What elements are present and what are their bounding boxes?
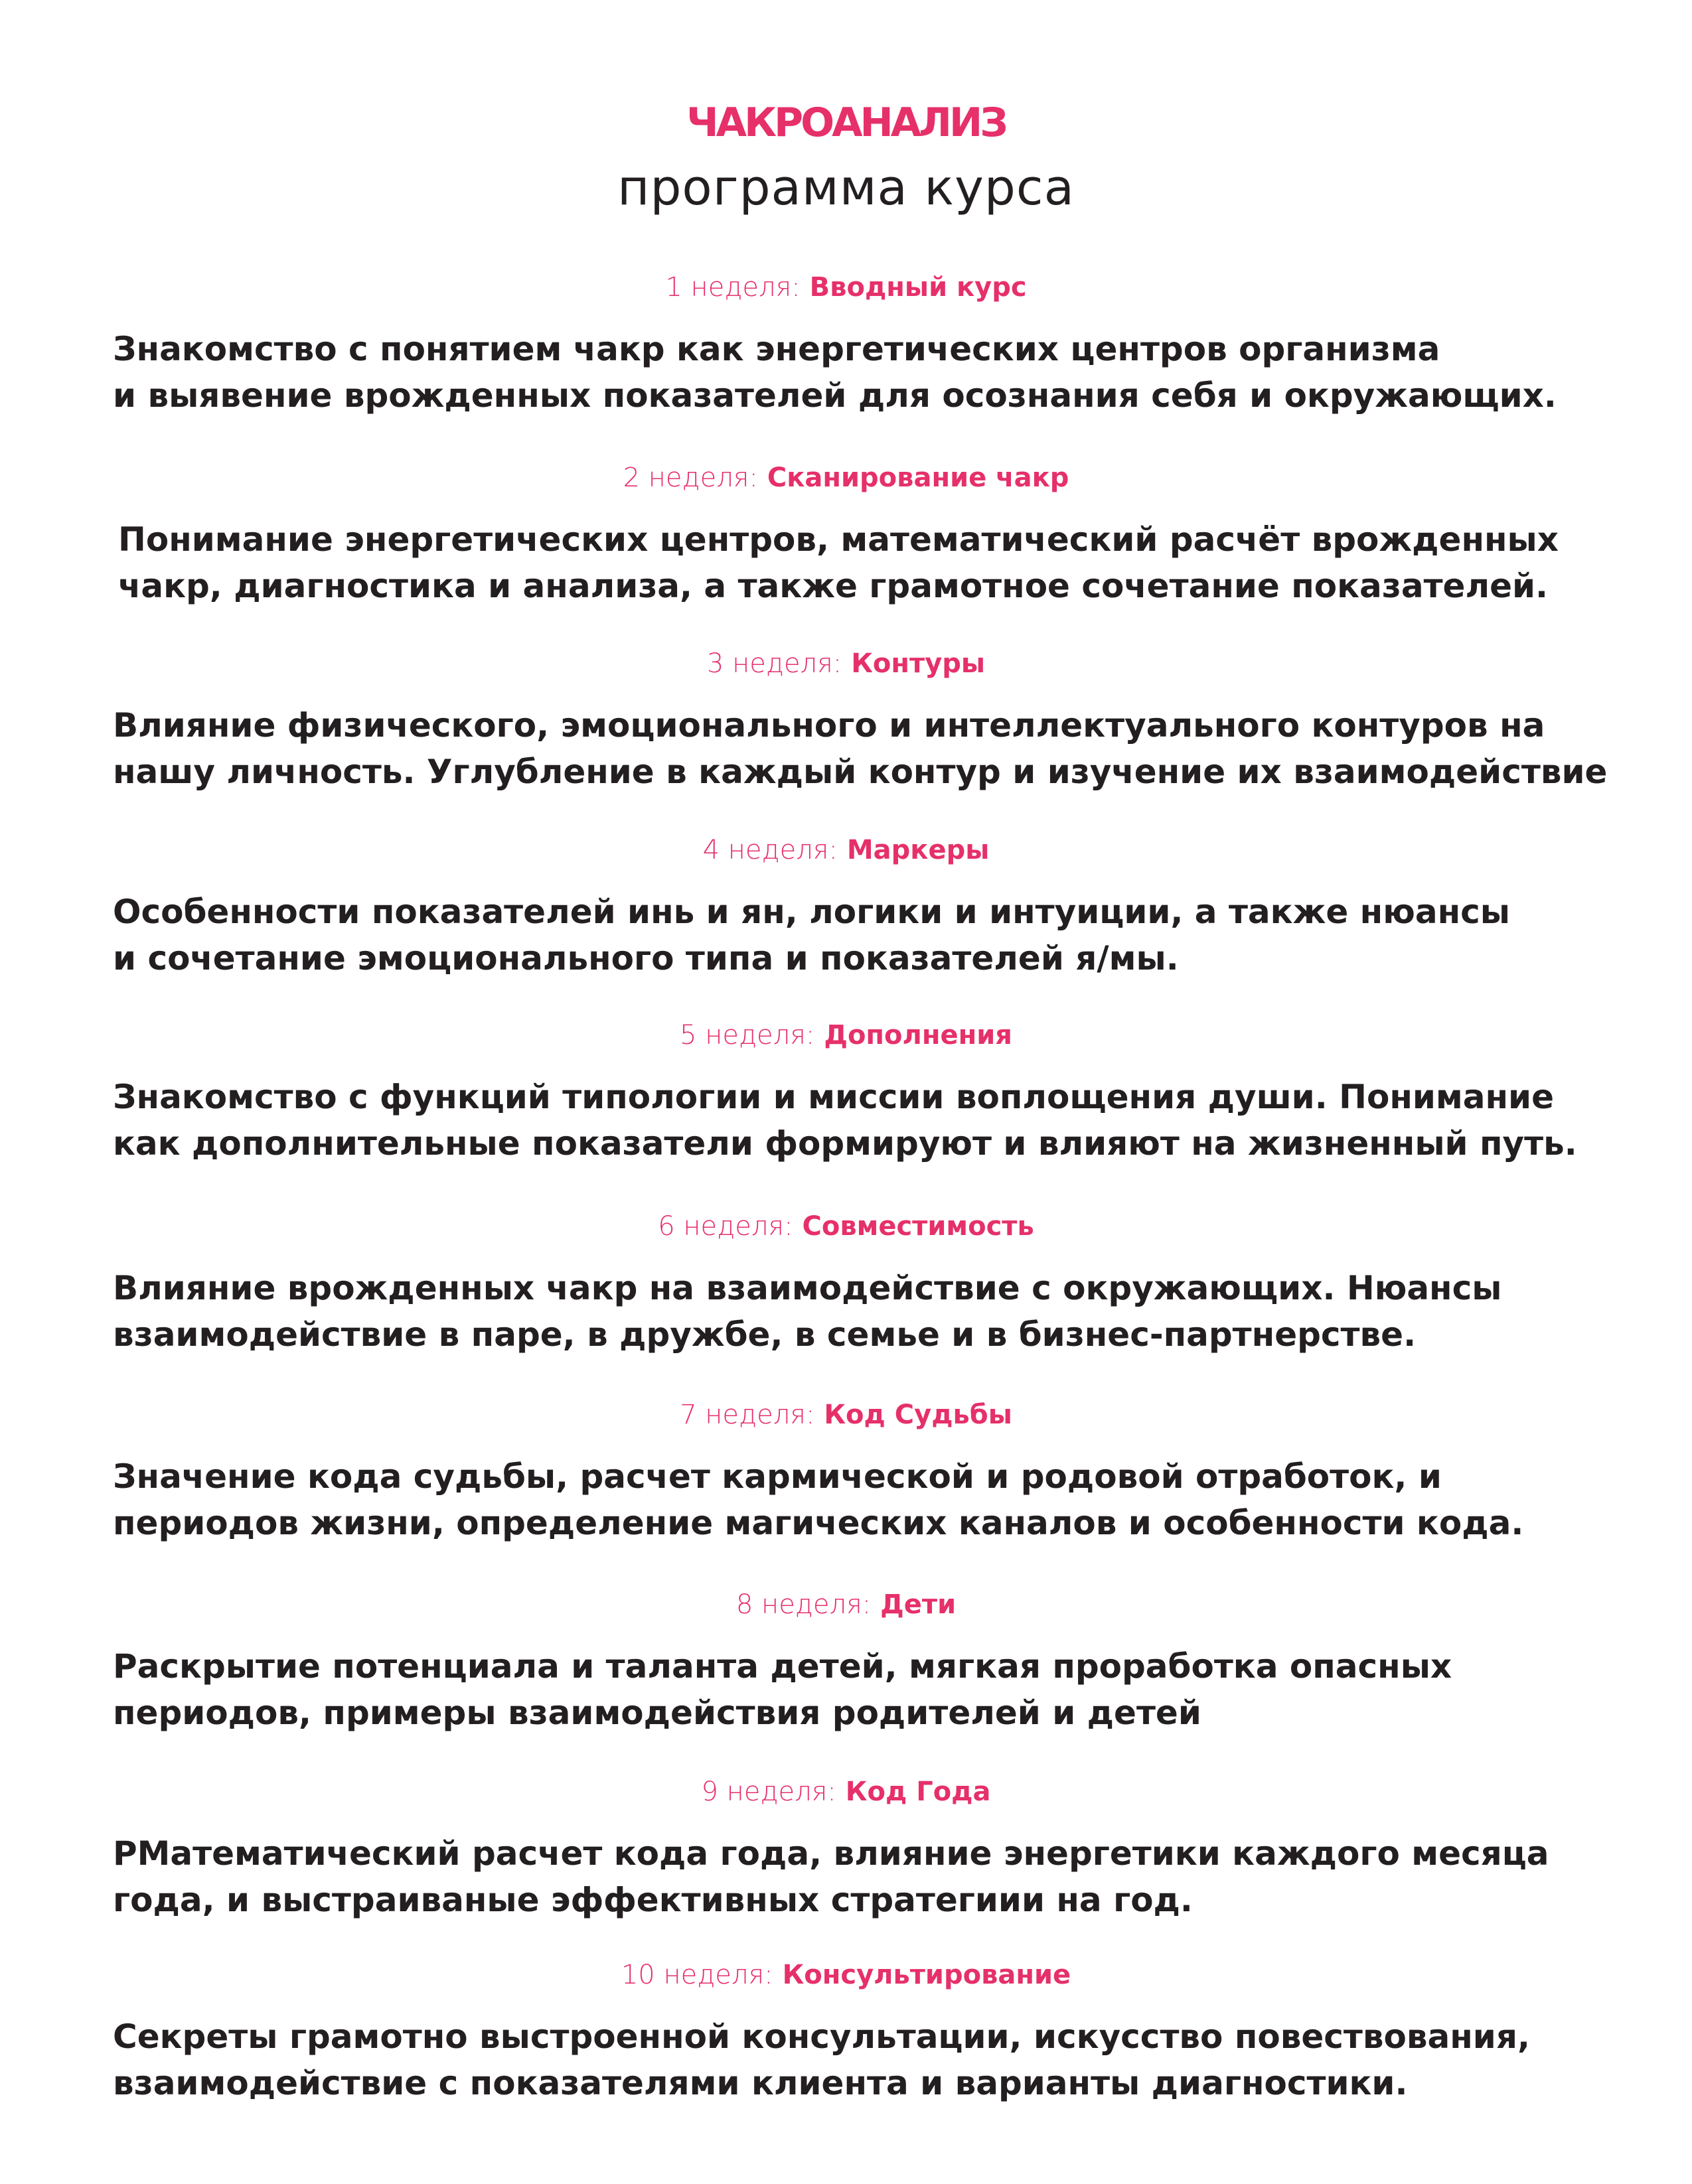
week-number: 2 неделя: <box>623 463 758 493</box>
week-title: Совместимость <box>802 1211 1034 1242</box>
description-line: взаимодействие с показателями клиента и варианты диагностики. <box>113 2064 1408 2102</box>
week-number: 6 неделя: <box>658 1211 793 1242</box>
week-heading <box>0 1760 1692 1824</box>
week-heading <box>0 446 1692 510</box>
description-line: РМатематический расчет кода года, влияние энергетики каждого месяца <box>113 1834 1549 1873</box>
week-title: Дети <box>880 1589 957 1620</box>
week-description <box>118 516 1559 609</box>
description-line: чакр, диагностика и анализа, а также грамотное сочетание показателей. <box>118 567 1549 605</box>
week-section <box>0 1383 1692 1542</box>
description-line: Секреты грамотно выстроенной консультации, искусство повествования, <box>113 2017 1530 2056</box>
week-number: 9 неделя: <box>701 1777 836 1807</box>
description-line: Особенности показателей инь и ян, логики и интуиции, а также нюансы <box>113 893 1510 931</box>
week-title: Маркеры <box>846 835 990 865</box>
week-section <box>0 1943 1692 2102</box>
week-description <box>113 2013 1530 2106</box>
week-description <box>113 1453 1523 1546</box>
description-line: и сочетание эмоционального типа и показателей я/мы. <box>113 939 1179 978</box>
week-number: 4 неделя: <box>702 835 838 865</box>
week-heading <box>0 1003 1692 1067</box>
description-line: Влияние физического, эмоционального и интеллектуального контуров на <box>113 706 1545 745</box>
week-description <box>113 702 1607 795</box>
description-line: Влияние врожденных чакр на взаимодействие с окружающих. Нюансы <box>113 1269 1502 1307</box>
week-heading <box>0 255 1692 319</box>
week-title: Сканирование чакр <box>767 463 1069 493</box>
description-line: Понимание энергетических центров, математический расчёт врожденных <box>118 520 1559 559</box>
week-title: Код Года <box>845 1777 991 1807</box>
week-heading <box>0 818 1692 882</box>
description-line: Раскрытие потенциала и таланта детей, мягкая проработка опасных <box>113 1647 1452 1686</box>
week-description <box>113 1265 1501 1358</box>
description-line: Значение кода судьбы, расчет кармической и родовой отработок, и <box>113 1457 1442 1496</box>
week-number: 7 неделя: <box>680 1400 815 1430</box>
week-section <box>0 1573 1692 1732</box>
description-line: периодов жизни, определение магических каналов и особенности кода. <box>113 1504 1524 1542</box>
week-section <box>0 1760 1692 1919</box>
week-description <box>113 1074 1577 1167</box>
week-description <box>113 889 1510 982</box>
week-title: Дополнения <box>824 1020 1012 1051</box>
week-heading <box>0 1383 1692 1447</box>
week-number: 5 неделя: <box>680 1020 815 1051</box>
page-title: ЧАКРОАНАЛИЗ <box>686 100 1006 146</box>
description-line: взаимодействие в паре, в дружбе, в семье и в бизнес-партнерстве. <box>113 1315 1417 1354</box>
description-line: нашу личность. Углубление в каждый контур и изучение их взаимодействие <box>113 753 1608 791</box>
description-line: Знакомство с функций типологии и миссии воплощения души. Понимание <box>113 1078 1554 1116</box>
week-section <box>0 632 1692 791</box>
week-section <box>0 1195 1692 1354</box>
week-title: Консультирование <box>782 1960 1071 1990</box>
week-heading <box>0 1943 1692 2007</box>
description-line: и выявение врожденных показателей для осознания себя и окружающих. <box>113 376 1557 415</box>
week-number: 10 неделя: <box>621 1960 773 1990</box>
week-heading <box>0 1573 1692 1637</box>
description-line: периодов, примеры взаимодействия родителей и детей <box>113 1694 1201 1732</box>
week-description <box>113 1643 1452 1736</box>
week-section <box>0 255 1692 415</box>
week-title: Код Судьбы <box>824 1400 1012 1430</box>
description-line: года, и выстраиваные эффективных стратегиии на год. <box>113 1881 1193 1919</box>
week-description <box>113 326 1557 419</box>
week-section <box>0 446 1692 605</box>
week-title: Контуры <box>851 648 986 679</box>
week-number: 8 неделя: <box>735 1589 872 1620</box>
description-line: как дополнительные показатели формируют и влияют на жизненный путь. <box>113 1124 1577 1163</box>
week-section <box>0 1003 1692 1163</box>
week-section <box>0 818 1692 978</box>
week-title: Вводный курс <box>809 272 1027 303</box>
week-heading <box>0 1195 1692 1258</box>
page-subtitle: программа курса <box>617 159 1075 216</box>
week-number: 3 неделя: <box>706 648 842 679</box>
week-heading <box>0 632 1692 695</box>
week-description <box>113 1830 1549 1923</box>
week-number: 1 неделя: <box>665 272 801 303</box>
description-line: Знакомство с понятием чакр как энергетических центров организма <box>113 330 1440 368</box>
